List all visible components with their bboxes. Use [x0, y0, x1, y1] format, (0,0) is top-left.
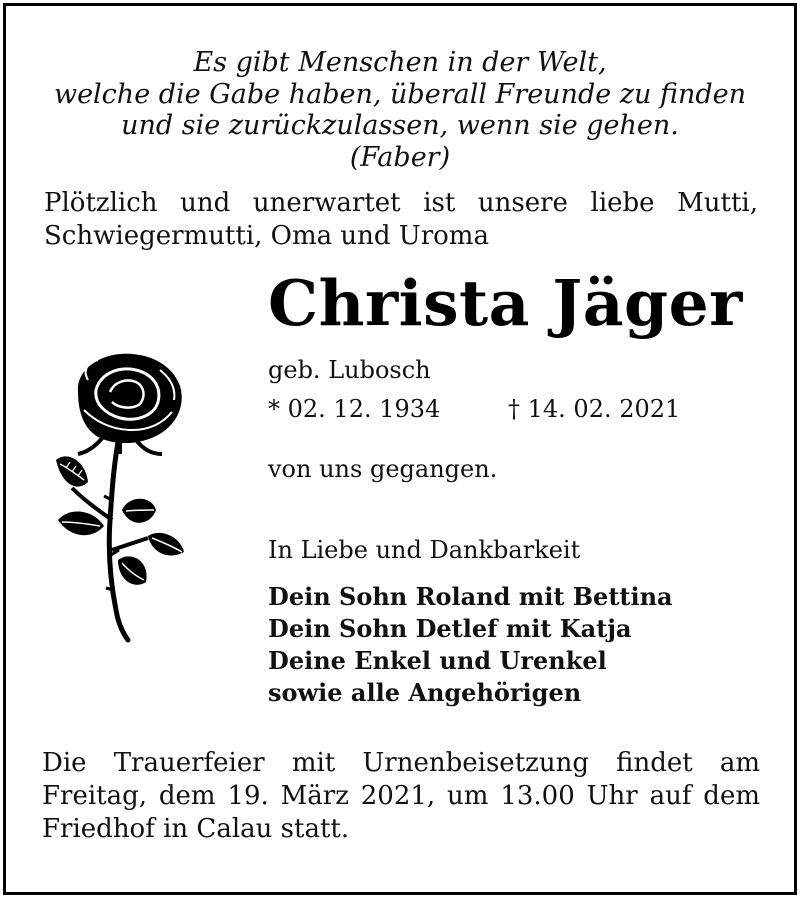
- passed-text: von uns gegangen.: [268, 455, 498, 483]
- death-date: † 14. 02. 2021: [508, 395, 681, 423]
- intro-text: [44, 187, 758, 253]
- intro-line: Schwiegermutti, Oma und Uroma: [44, 221, 489, 251]
- thanks-text: In Liebe und Dankbarkeit: [268, 536, 581, 564]
- life-dates: [268, 395, 681, 423]
- intro-line: Plötzlich und unerwartet ist unsere liebe Mutti,: [44, 188, 758, 218]
- quote: [0, 47, 800, 173]
- quote-line: Es gibt Menschen in der Welt,: [193, 47, 607, 78]
- family-member: sowie alle Angehörigen: [268, 678, 582, 707]
- quote-line: und sie zurückzulassen, wenn sie gehen.: [121, 110, 679, 141]
- birth-date: * 02. 12. 1934: [268, 395, 441, 423]
- family-list: [268, 581, 673, 709]
- service-line: Freitag, dem 19. März 2021, um 13.00 Uhr auf dem: [42, 781, 760, 811]
- family-member: Deine Enkel und Urenkel: [268, 646, 607, 675]
- rose-icon: [48, 350, 188, 650]
- family-member: Dein Sohn Detlef mit Katja: [268, 614, 632, 643]
- deceased-name: Christa Jäger: [268, 266, 743, 340]
- service-info: [42, 747, 760, 846]
- service-line: Die Trauerfeier mit Urnenbeisetzung findet am: [42, 748, 760, 778]
- quote-author: (Faber): [349, 141, 451, 173]
- born-name: geb. Lubosch: [268, 356, 431, 384]
- quote-line: welche die Gabe haben, überall Freunde zu finden: [53, 78, 747, 110]
- family-member: Dein Sohn Roland mit Bettina: [268, 582, 673, 611]
- service-line: Friedhof in Calau statt.: [42, 814, 350, 844]
